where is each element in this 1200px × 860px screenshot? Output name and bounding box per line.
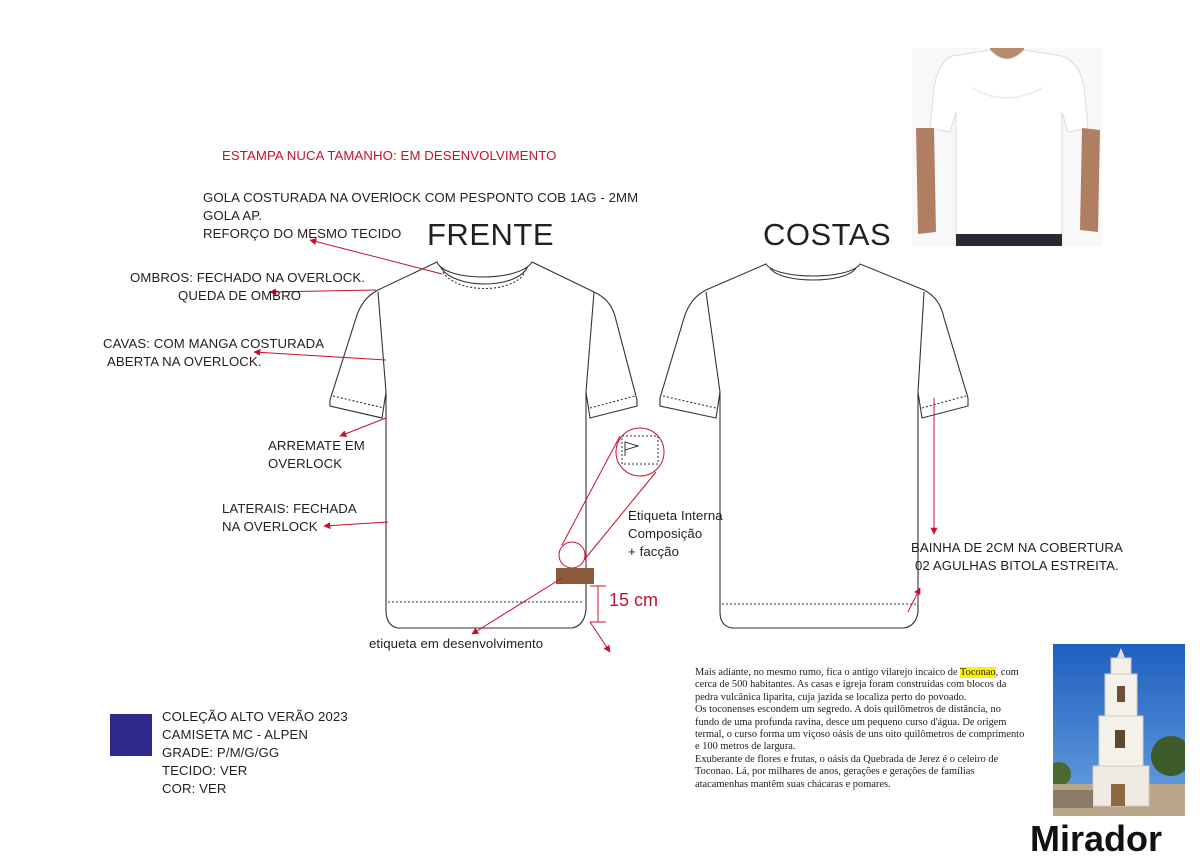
- label-dev-note: etiqueta em desenvolvimento: [369, 636, 544, 651]
- back-title: COSTAS: [763, 217, 892, 252]
- hem-note: BAINHA DE 2CM NA COBERTURA 02 AGULHAS BITOLA ESTREITA.: [911, 540, 1123, 573]
- finish-note: ARREMATE EM OVERLOCK: [268, 438, 365, 471]
- print-nape-note: ESTAMPA NUCA TAMANHO: EM DESENVOLVIMENTO: [222, 148, 557, 163]
- spec-product: CAMISETA MC - ALPEN: [162, 727, 309, 742]
- spec-fabric: TECIDO: VER: [162, 763, 248, 778]
- spec-grade: GRADE: P/M/G/GG: [162, 745, 280, 760]
- spec-block: [162, 708, 348, 798]
- measure-15cm: [590, 586, 606, 622]
- color-swatch: [110, 714, 152, 756]
- collar-note: GOLA COSTURADA NA OVERlOCK COM PESPONTO COB 1AG - 2MM GOLA AP. REFORÇO DO MESMO TECIDO: [203, 190, 639, 241]
- armholes-note: CAVAS: COM MANGA COSTURADA ABERTA NA OVERLOCK.: [103, 336, 325, 369]
- shoulders-note: OMBROS: FECHADO NA OVERLOCK. QUEDA DE OMBRO: [130, 270, 366, 303]
- spec-color: COR: VER: [162, 781, 227, 796]
- church-photo: [1053, 644, 1185, 816]
- inner-label-note: Etiqueta Interna Composição + facção: [628, 508, 723, 559]
- measure-label: 15 cm: [609, 590, 659, 610]
- model-photo: [912, 48, 1102, 246]
- article-text: Mais adiante, no mesmo rumo, fica o antigo vilarejo incaico de Toconao, com cerca de 500 habitantes. As casas e igreja foram construídas com blocos da pedra vulcânica liparita, cuja jazida se localiza perto do povoado. Os toconenses escondem um segredo. A dois quilômetros de distância, no fundo de uma profunda ravina, desce um pequeno curso d'água. De origem termal, o curso forma um viçoso oásis de uns oito quilômetros de comprimento e 100 metros de largura. Exuberante de flores e frutas, o oásis da Quebrada de Jerez é o celeiro de Toconao. Lá, por milhares de anos, gerações e gerações de famílias atacamenhas mantêm suas chácaras e pomares.: [695, 667, 1025, 790]
- brand-label-patch: [556, 568, 594, 584]
- mirador-heading: Mirador: [1030, 818, 1163, 859]
- spec-collection: COLEÇÃO ALTO VERÃO 2023: [162, 709, 348, 724]
- sides-note: LATERAIS: FECHADA NA OVERLOCK: [222, 501, 357, 534]
- front-title: FRENTE: [427, 217, 554, 252]
